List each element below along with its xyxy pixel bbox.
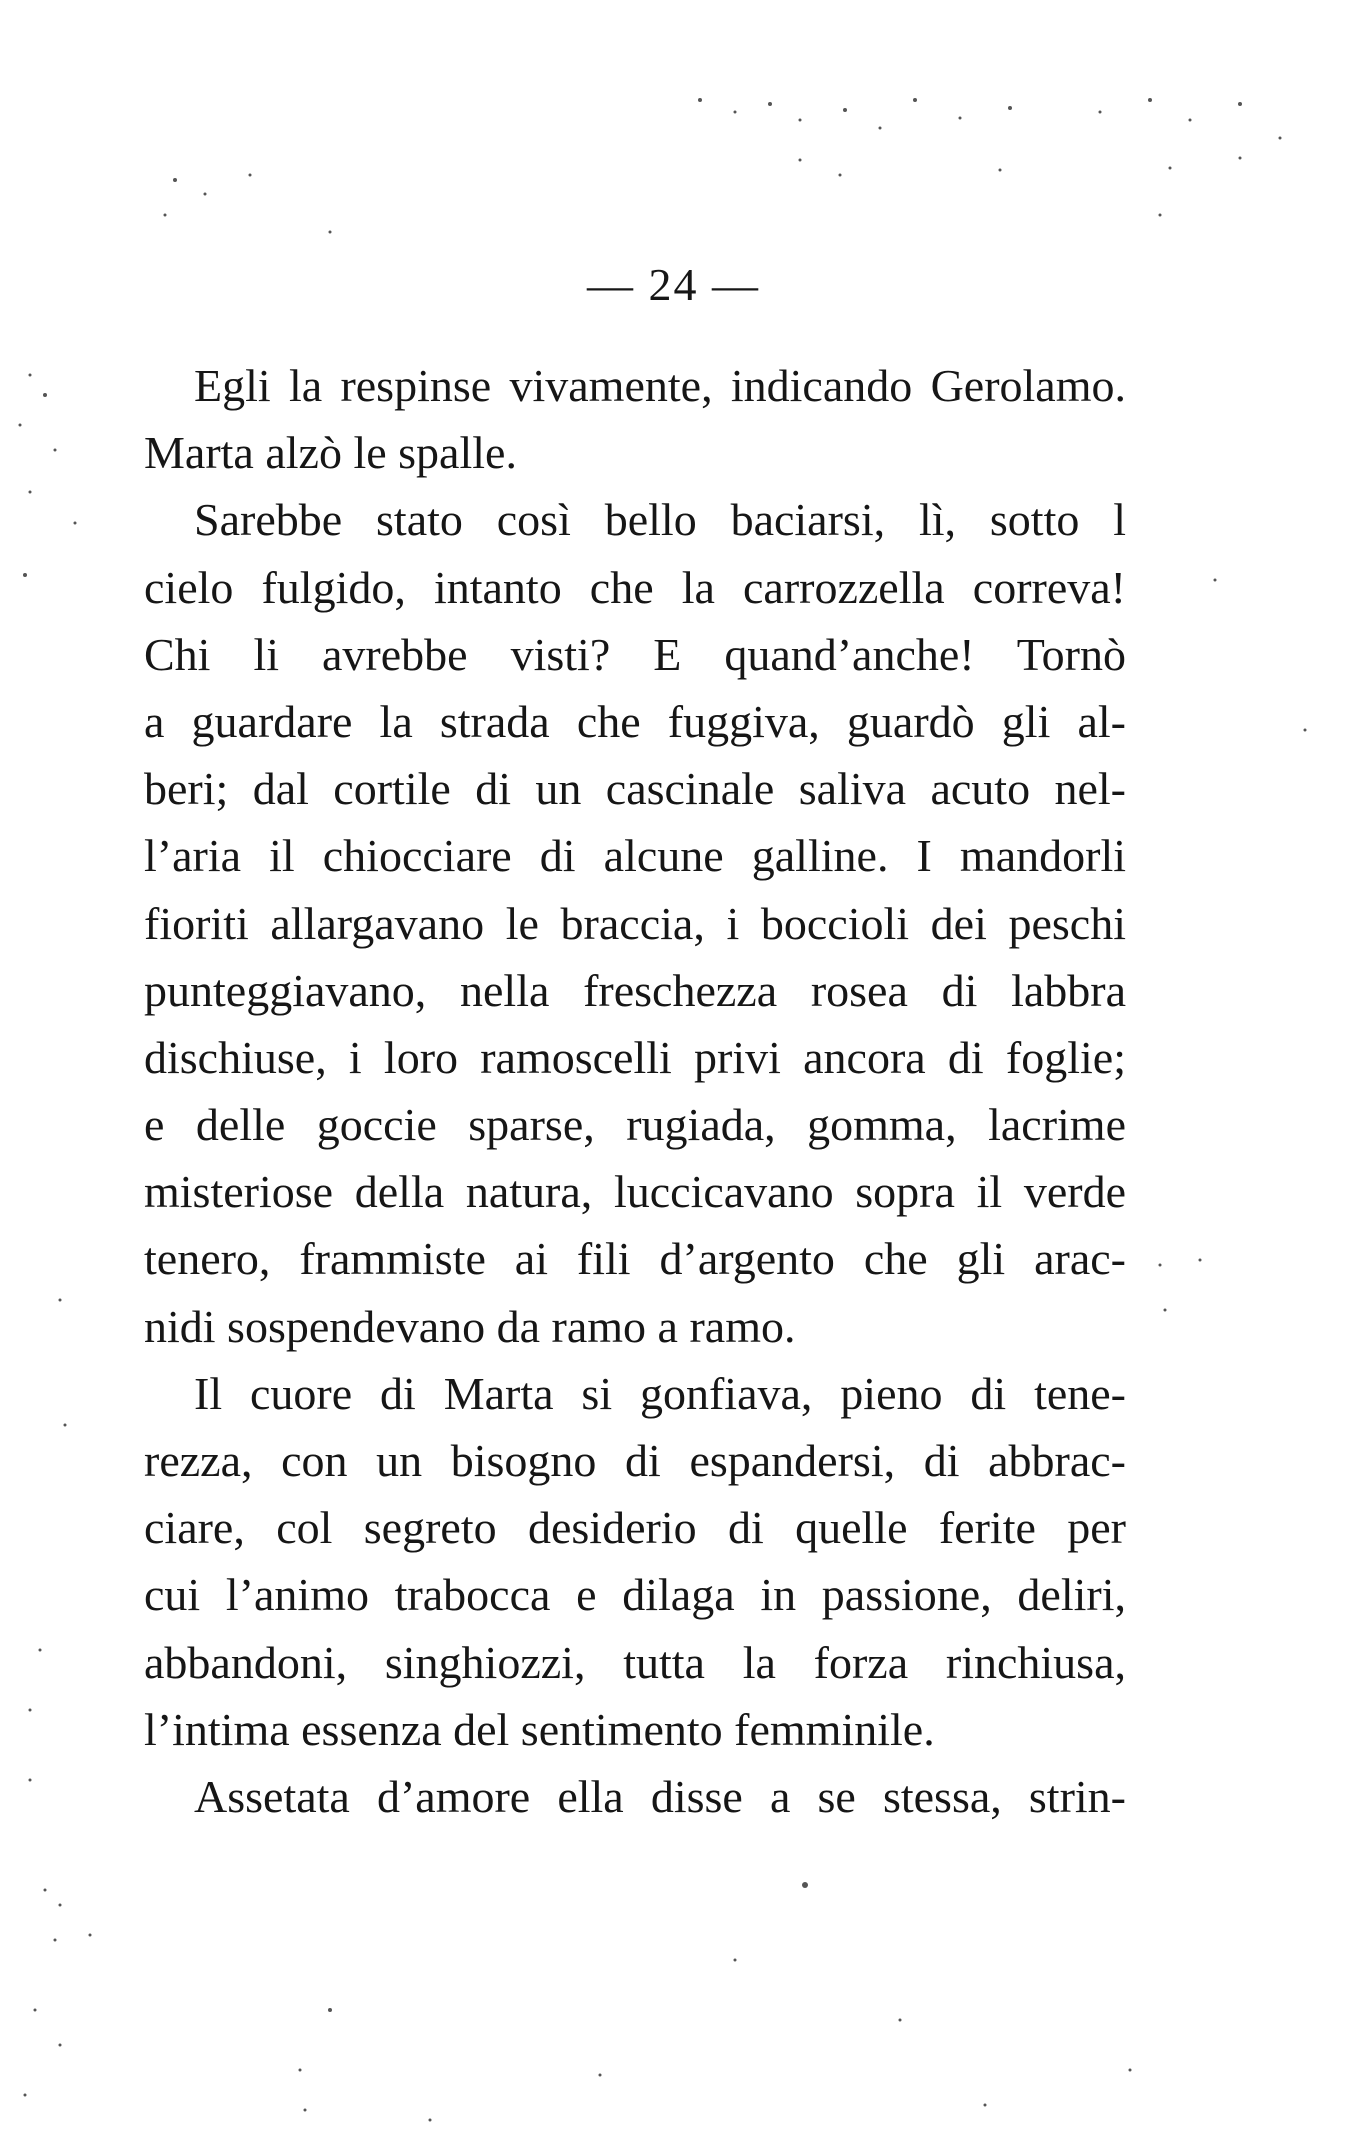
- text-line: tenero, frammiste ai fili d’argento che gli arac-: [144, 1233, 1126, 1285]
- text-line: cielo fulgido, intanto che la carrozzella correva!: [144, 561, 1126, 613]
- text-line: punteggiavano, nella freschezza rosea di labbra: [144, 964, 1126, 1016]
- text-line: Sarebbe stato così bello baciarsi, lì, sotto l: [194, 494, 1126, 546]
- text-line: cui l’animo trabocca e dilaga in passione, deliri,: [144, 1569, 1126, 1621]
- text-line: l’aria il chiocciare di alcune galline. I mandorli: [144, 830, 1126, 882]
- text-line: Marta alzò le spalle.: [144, 427, 517, 479]
- text-line: nidi sospendevano da ramo a ramo.: [144, 1300, 796, 1352]
- text-line: Egli la respinse vivamente, indicando Gerolamo.: [194, 360, 1126, 411]
- page-number: — 24 —: [587, 259, 760, 310]
- text-line: l’intima essenza del sentimento femminile.: [144, 1703, 935, 1755]
- text-line: Chi li avrebbe visti? E quand’anche! Tornò: [144, 628, 1126, 680]
- text-line: a guardare la strada che fuggiva, guardò gli al-: [144, 695, 1126, 747]
- text-line: Il cuore di Marta si gonfiava, pieno di tene-: [194, 1367, 1126, 1419]
- text-line: e delle goccie sparse, rugiada, gomma, lacrime: [144, 1099, 1126, 1151]
- text-line: rezza, con un bisogno di espandersi, di abbrac-: [144, 1435, 1126, 1486]
- text-line: misteriose della natura, luccicavano sopra il verde: [144, 1166, 1126, 1218]
- text-line: abbandoni, singhiozzi, tutta la forza rinchiusa,: [144, 1636, 1126, 1688]
- text-line: ciare, col segreto desiderio di quelle ferite per: [144, 1502, 1126, 1554]
- text-line: fioriti allargavano le braccia, i boccioli dei peschi: [144, 897, 1126, 949]
- text-line: beri; dal cortile di un cascinale saliva acuto nel-: [144, 763, 1126, 815]
- text-line: Assetata d’amore ella disse a se stessa, strin-: [194, 1770, 1126, 1822]
- body-text: [144, 352, 1126, 1830]
- text-line: dischiuse, i loro ramoscelli privi ancora di foglie;: [144, 1031, 1126, 1083]
